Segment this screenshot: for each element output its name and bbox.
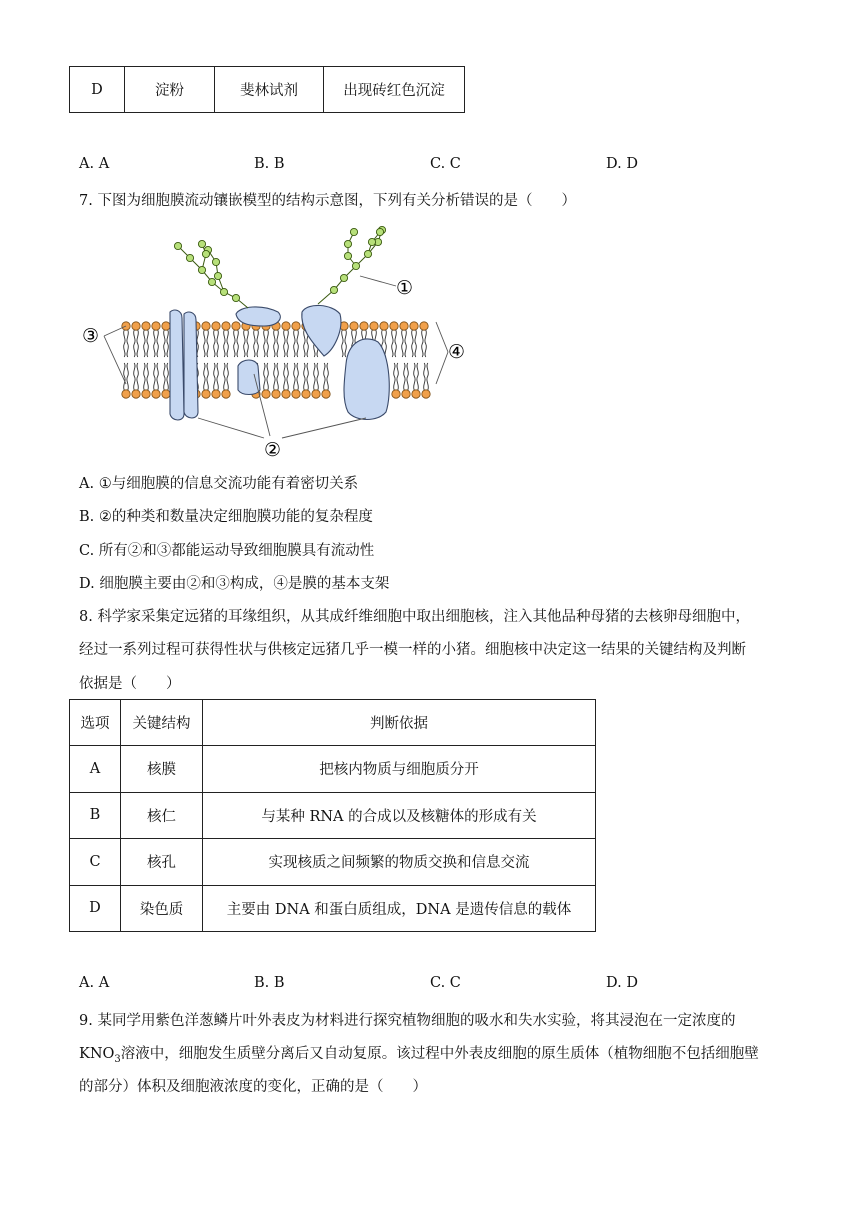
table-cell: B — [70, 792, 121, 839]
table-cell: 主要由 DNA 和蛋白质组成，DNA 是遗传信息的载体 — [203, 885, 596, 932]
label-2: ② — [264, 439, 282, 461]
table-row — [70, 885, 596, 932]
q6-options — [79, 156, 779, 176]
kno3-subscript: 3 — [114, 1053, 121, 1065]
leader-lines — [104, 276, 448, 438]
label-3: ③ — [82, 325, 100, 347]
table-cell: 核膜 — [121, 746, 203, 793]
table-cell: 核仁 — [121, 792, 203, 839]
table-cell: C — [70, 839, 121, 886]
q8-stem-line-2: 经过一系列过程可获得性状与供核定远猪几乎一模一样的小猪。细胞核中决定这一结果的关键结构及判断 — [79, 642, 746, 658]
table-cell: 淀粉 — [125, 67, 215, 113]
table-header: 判断依据 — [203, 700, 596, 746]
option-b[interactable]: B. B — [254, 975, 285, 991]
q7-option-b[interactable]: B. ②的种类和数量决定细胞膜功能的复杂程度 — [79, 509, 373, 525]
label-1: ① — [396, 277, 414, 299]
table-row — [70, 839, 596, 886]
table-row — [70, 746, 596, 793]
q9-line-1: 9. 某同学用紫色洋葱鳞片叶外表皮为材料进行探究植物细胞的吸水和失水实验，将其浸泡在一定浓度的 — [79, 1013, 736, 1029]
glycoproteins — [174, 226, 385, 308]
q8-options — [79, 975, 779, 995]
q7-stem: 7. 下图为细胞膜流动镶嵌模型的结构示意图，下列有关分析错误的是（ ） — [79, 193, 576, 209]
q8-table — [69, 699, 596, 932]
option-a[interactable]: A. A — [79, 156, 110, 172]
label-4: ④ — [448, 341, 466, 363]
table-cell: A — [70, 746, 121, 793]
table-cell: 斐林试剂 — [215, 67, 324, 113]
table-cell: 染色质 — [121, 885, 203, 932]
option-c[interactable]: C. C — [430, 975, 461, 991]
table-cell: 把核内物质与细胞质分开 — [203, 746, 596, 793]
table-cell: D — [70, 885, 121, 932]
q6-table — [69, 66, 465, 113]
table-cell: 核孔 — [121, 839, 203, 886]
option-b[interactable]: B. B — [254, 156, 285, 172]
table-row — [70, 792, 596, 839]
q9-line-2 — [79, 1042, 759, 1065]
option-a[interactable]: A. A — [79, 975, 110, 991]
table-cell: 出现砖红色沉淀 — [324, 67, 465, 113]
option-d[interactable]: D. D — [606, 156, 638, 172]
cell-membrane-diagram — [78, 214, 478, 464]
kno3-formula: KNO — [79, 1046, 115, 1062]
q8-stem-line-3: 依据是（ ） — [79, 676, 181, 692]
table-cell: 实现核质之间频繁的物质交换和信息交流 — [203, 839, 596, 886]
table-header-row — [70, 700, 596, 746]
table-cell: 与某种 RNA 的合成以及核糖体的形成有关 — [203, 792, 596, 839]
q7-option-a[interactable]: A. ①与细胞膜的信息交流功能有着密切关系 — [79, 476, 359, 492]
table-cell: D — [70, 67, 125, 113]
q7-option-c[interactable]: C. 所有②和③都能运动导致细胞膜具有流动性 — [79, 543, 375, 559]
q9-line-2-text: 溶液中，细胞发生质壁分离后又自动复原。该过程中外表皮细胞的原生质体（植物细胞不包括细胞壁 — [120, 1046, 759, 1062]
q7-option-d[interactable]: D. 细胞膜主要由②和③构成，④是膜的基本支架 — [79, 576, 390, 592]
q9-line-3: 的部分）体积及细胞液浓度的变化，正确的是（ ） — [79, 1079, 427, 1095]
q8-stem-line-1: 8. 科学家采集定远猪的耳缘组织，从其成纤维细胞中取出细胞核，注入其他品种母猪的去核卵母细胞中， — [79, 609, 750, 625]
table-header: 选项 — [70, 700, 121, 746]
option-c[interactable]: C. C — [430, 156, 461, 172]
option-d[interactable]: D. D — [606, 975, 638, 991]
table-header: 关键结构 — [121, 700, 203, 746]
table-row — [70, 67, 465, 113]
